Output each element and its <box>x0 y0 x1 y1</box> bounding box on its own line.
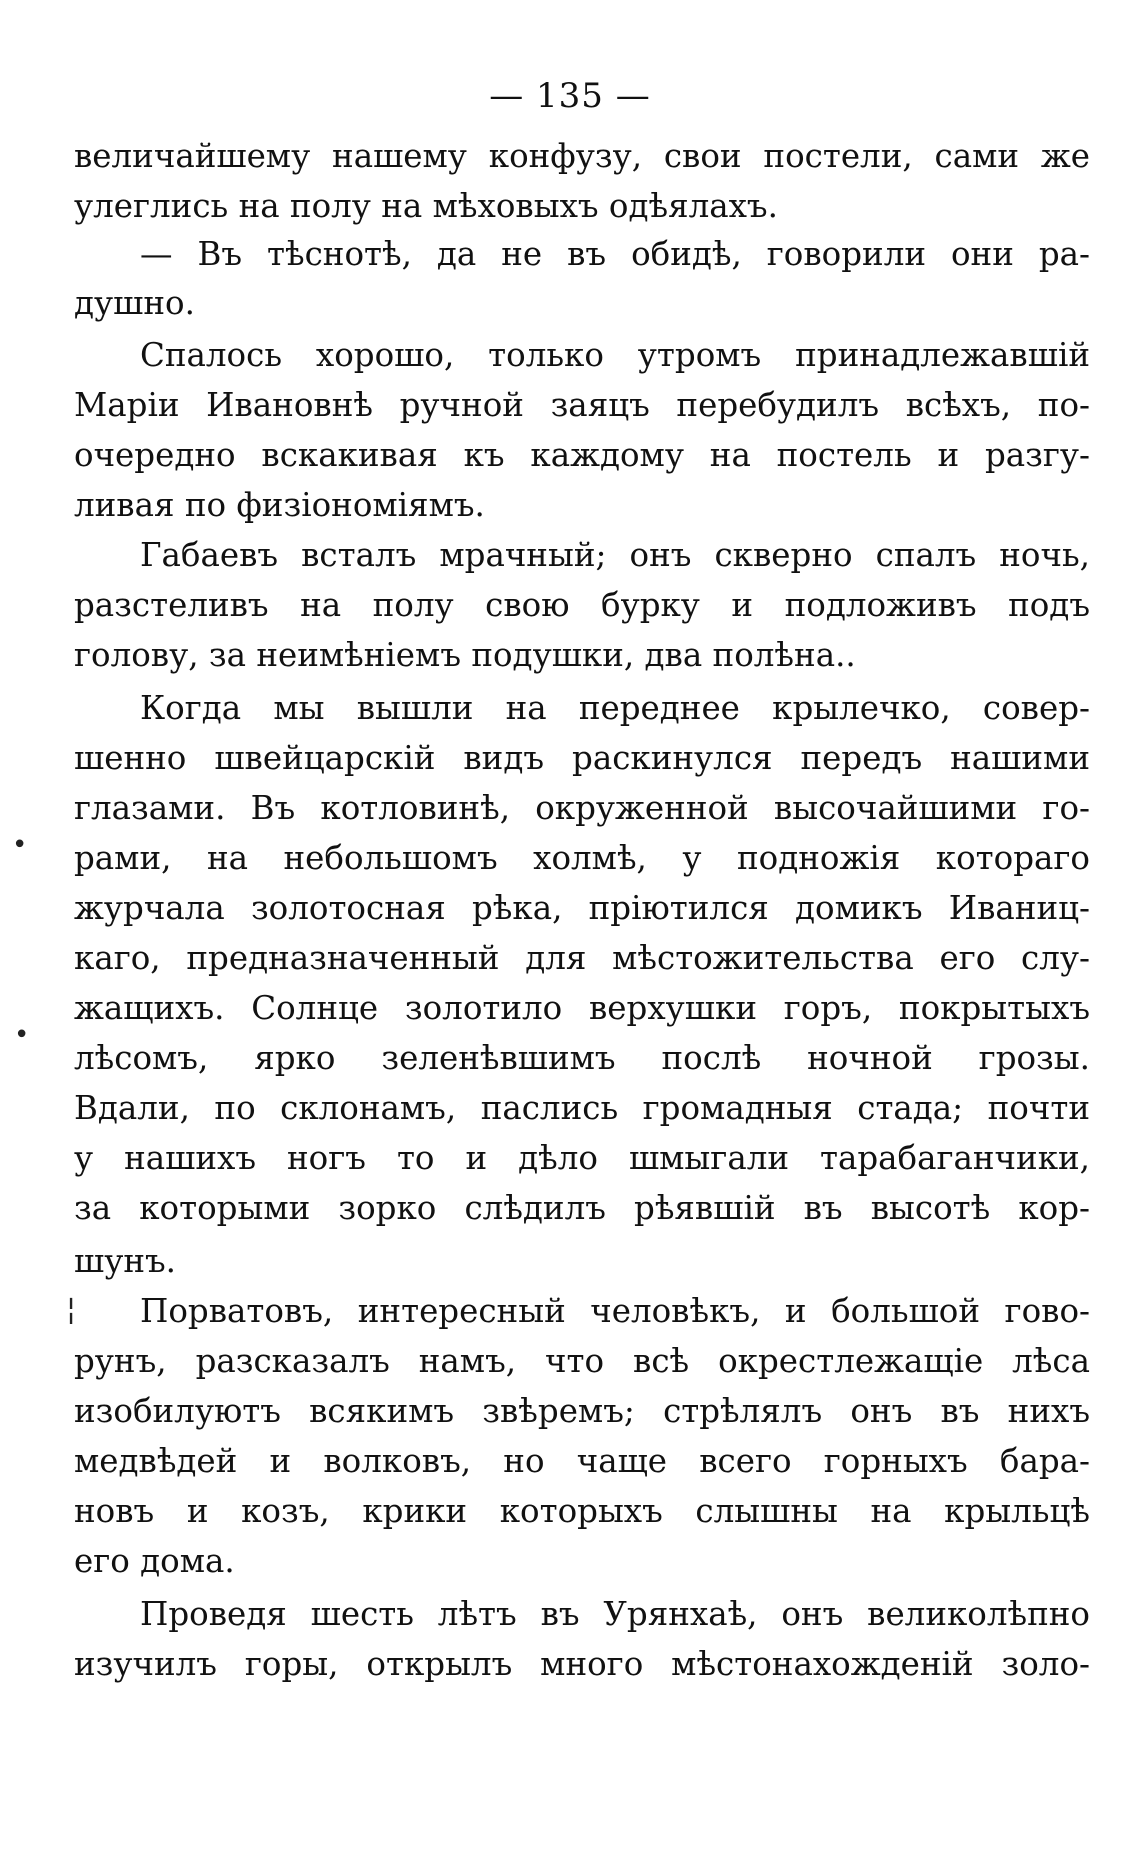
text-line: шунъ. <box>74 1242 177 1280</box>
text-line: жащихъ. Солнце золотило верхушки горъ, покрытыхъ <box>74 989 1090 1027</box>
text-line: журчала золотосная рѣка, пріютился домикъ Иваниц- <box>74 889 1090 927</box>
text-line: Маріи Ивановнѣ ручной заяцъ перебудилъ всѣхъ, по- <box>74 386 1090 424</box>
text-line: душно. <box>74 284 195 322</box>
text-line: Когда мы вышли на переднее крылечко, совер- <box>140 689 1090 727</box>
text-line: улеглись на полу на мѣховыхъ одѣялахъ. <box>74 187 778 225</box>
text-line: изучилъ горы, открылъ много мѣстонахожденій золо- <box>74 1645 1090 1683</box>
margin-bracket-mark: ¦ <box>66 1292 77 1327</box>
text-line: шенно швейцарскій видъ раскинулся передъ нашими <box>74 739 1090 777</box>
text-line: рунъ, разсказалъ намъ, что всѣ окрестлежащіе лѣса <box>74 1342 1090 1380</box>
text-line: — Въ тѣснотѣ, да не въ обидѣ, говорили они ра- <box>140 235 1090 273</box>
text-line: его дома. <box>74 1542 235 1580</box>
text-line: Проведя шесть лѣтъ въ Урянхаѣ, онъ великолѣпно <box>140 1595 1090 1633</box>
text-line: разстеливъ на полу свою бурку и подложивъ подъ <box>74 586 1090 624</box>
text-line: изобилуютъ всякимъ звѣремъ; стрѣлялъ онъ въ нихъ <box>74 1392 1090 1430</box>
text-line: лѣсомъ, ярко зеленѣвшимъ послѣ ночной грозы. <box>74 1039 1090 1077</box>
text-line: за которыми зорко слѣдилъ рѣявшій въ высотѣ кор- <box>74 1189 1090 1227</box>
text-line: ливая по физіономіямъ. <box>74 486 485 524</box>
text-line: Вдали, по склонамъ, паслись громадныя стада; почти <box>74 1089 1090 1127</box>
text-line: медвѣдей и волковъ, но чаще всего горныхъ бара- <box>74 1442 1090 1480</box>
text-line: рами, на небольшомъ холмѣ, у подножія котораго <box>74 839 1090 877</box>
text-line: Габаевъ всталъ мрачный; онъ скверно спалъ ночь, <box>140 536 1090 574</box>
text-line: глазами. Въ котловинѣ, окруженной высочайшими го- <box>74 789 1090 827</box>
margin-speck: • <box>12 830 28 860</box>
text-line: голову, за неимѣніемъ подушки, два полѣна.. <box>74 636 856 674</box>
text-line: у нашихъ ногъ то и дѣло шмыгали тарабаганчики, <box>74 1139 1090 1177</box>
margin-speck: • <box>14 1020 30 1050</box>
text-line: каго, предназначенный для мѣстожительства его слу- <box>74 939 1090 977</box>
page-number: — 135 — <box>489 76 651 116</box>
text-line: величайшему нашему конфузу, свои постели, сами же <box>74 137 1090 175</box>
text-line: очередно вскакивая къ каждому на постель и разгу- <box>74 436 1090 474</box>
text-line: новъ и козъ, крики которыхъ слышны на крыльцѣ <box>74 1492 1090 1530</box>
text-line: Спалось хорошо, только утромъ принадлежавшій <box>140 336 1090 374</box>
text-line: Порватовъ, интересный человѣкъ, и большой гово- <box>140 1292 1090 1330</box>
